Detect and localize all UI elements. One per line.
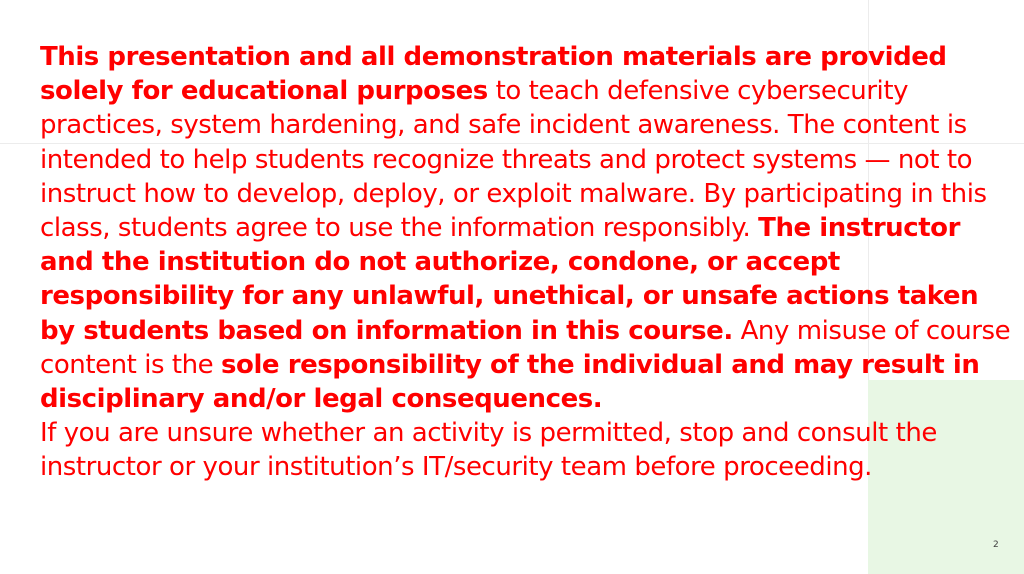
text-segment-emphasis: sole responsibility of the individual and may result in disciplinary and/or legal consequences. xyxy=(40,349,980,415)
text-segment-emphasis: solely for educational purposes xyxy=(40,76,488,107)
consult-paragraph: If you are unsure whether an activity is permitted, stop and consult the instructor or your institution’s IT/security team before proceeding. xyxy=(40,418,937,483)
disclaimer-text xyxy=(40,40,1015,485)
text-segment: Any misuse of course content is the xyxy=(40,315,1011,380)
page-number: 2 xyxy=(993,540,999,550)
text-segment: This presentation and all demonstration materials are provided xyxy=(40,42,947,72)
text-segment: to teach defensive cybersecurity practices, system hardening, and safe incident awareness. The content is intended to help students recognize threats and protect systems — not to instruct how to develop, deploy, or exploit malware. By participating in this class, students agree to use the information responsibly. xyxy=(40,76,987,244)
text-segment-emphasis: The instructor and the institution do not authorize, condone, or accept responsibility for any unlawful, unethical, or unsafe actions taken by students based on information in this course. xyxy=(40,213,979,346)
disclaimer-paragraph xyxy=(40,40,1015,416)
